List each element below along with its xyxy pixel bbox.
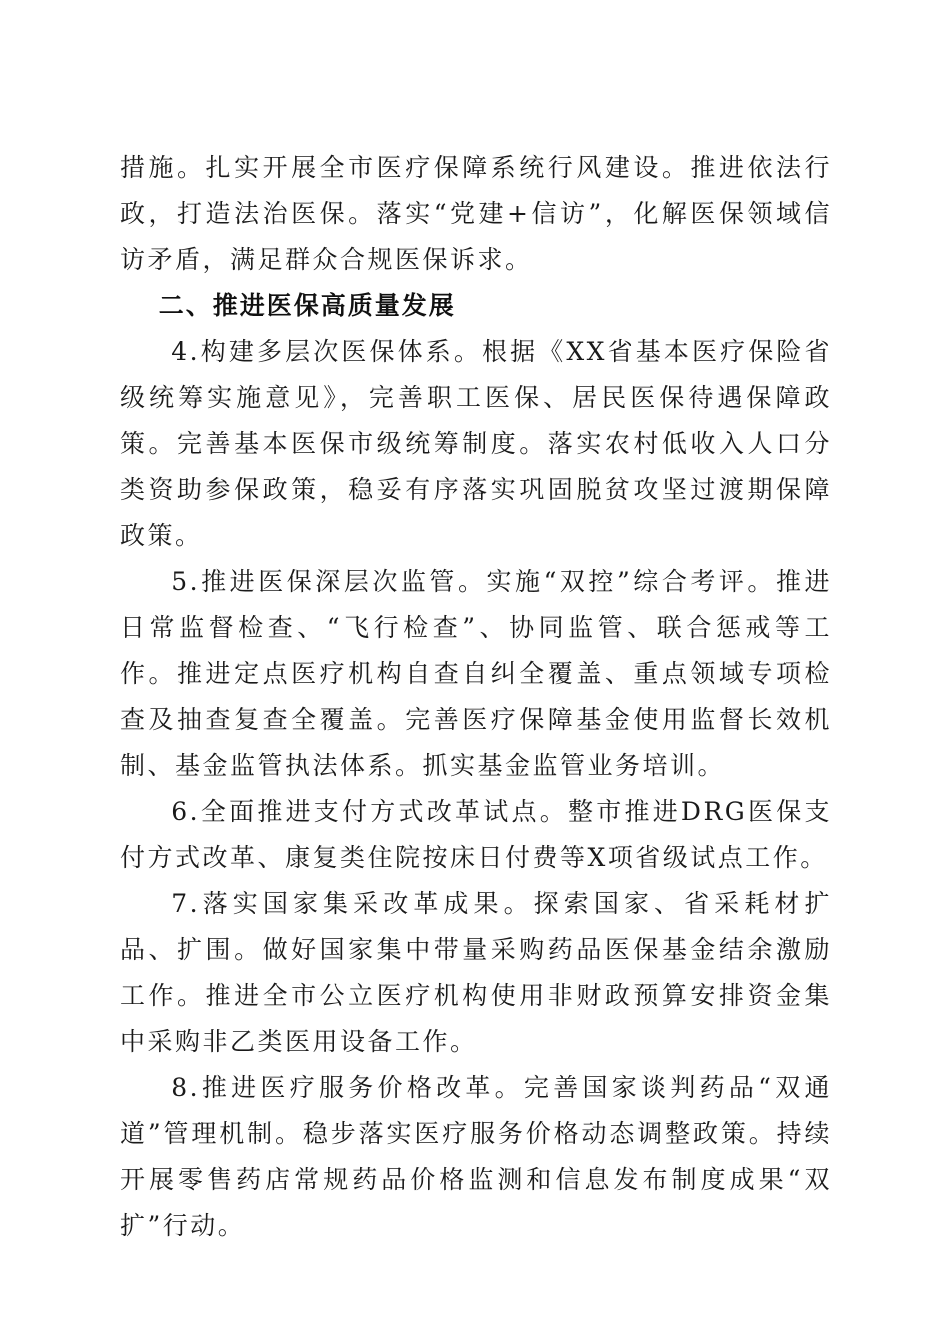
paragraph-item-6: 6.全面推进支付方式改革试点。整市推进DRG医保支付方式改革、康复类住院按床日付费等X项省级试点工作。 bbox=[120, 797, 832, 872]
paragraph-item-7: 7.落实国家集采改革成果。探索国家、省采耗材扩品、扩围。做好国家集中带量采购药品医保基金结余激励工作。推进全市公立医疗机构使用非财政预算安排资金集中采购非乙类医用设备工作。 bbox=[120, 889, 832, 1056]
paragraph-item-5: 5.推进医保深层次监管。实施“双控”综合考评。推进日常监督检查、“飞行检查”、协同监管、联合惩戒等工作。推进定点医疗机构自查自纠全覆盖、重点领域专项检查及抽查复查全覆盖。完善医疗保障基金使用监督长效机制、基金监管执法体系。抓实基金监管业务培训。 bbox=[120, 567, 832, 780]
section-heading: 二、推进医保高质量发展 bbox=[158, 291, 456, 320]
paragraph-item-4: 4.构建多层次医保体系。根据《XX省基本医疗保险省级统筹实施意见》，完善职工医保、居民医保待遇保障政策。完善基本医保市级统筹制度。落实农村低收入人口分类资助参保政策，稳妥有序落实巩固脱贫攻坚过渡期保障政策。 bbox=[120, 337, 832, 550]
paragraph-continuation: 措施。扎实开展全市医疗保障系统行风建设。推进依法行政，打造法治医保。落实“党建+信访”，化解医保领域信访矛盾，满足群众合规医保诉求。 bbox=[120, 153, 832, 274]
paragraph-item-8: 8.推进医疗服务价格改革。完善国家谈判药品“双通道”管理机制。稳步落实医疗服务价格动态调整政策。持续开展零售药店常规药品价格监测和信息发布制度成果“双扩”行动。 bbox=[120, 1073, 832, 1240]
document-body bbox=[120, 145, 832, 1249]
